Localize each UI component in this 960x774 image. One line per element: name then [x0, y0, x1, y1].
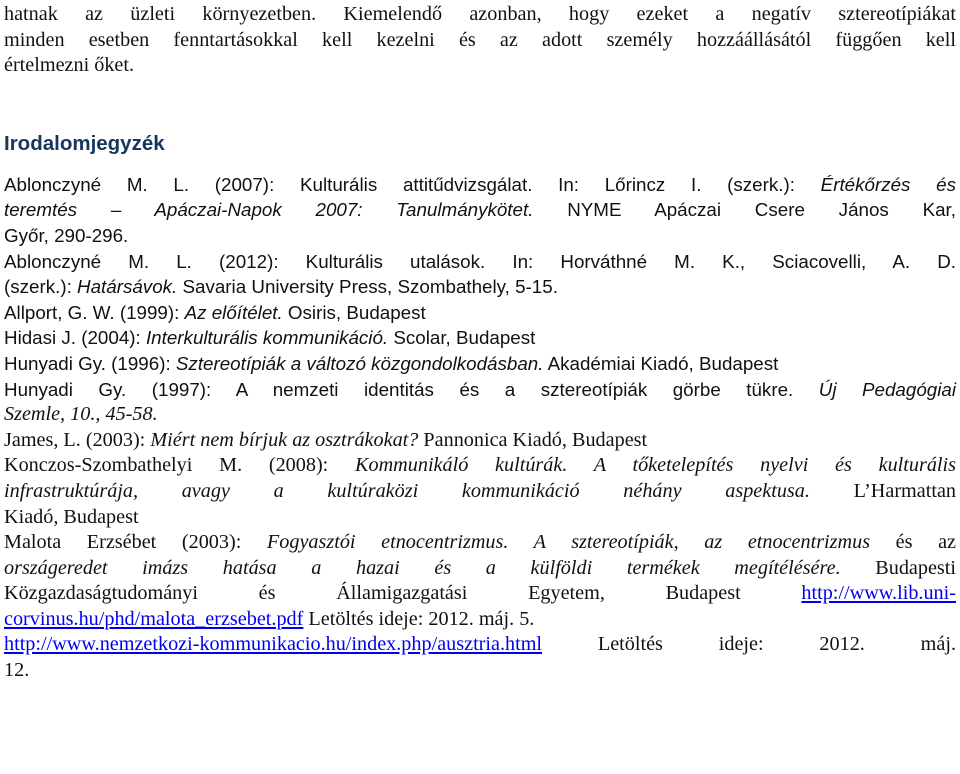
ref-text: Ablonczyné M. L. (2007): Kulturális attitűdvizsgálat. In: Lőrincz I. (szerk.):: [4, 173, 821, 195]
bibliography-heading: Irodalomjegyzék: [4, 131, 165, 155]
reference-item: [4, 325, 956, 351]
intro-line-1: hatnak az üzleti környezetben. Kiemelendő azonban, hogy ezeket a negatív sztereotípiákat: [4, 3, 956, 25]
ref-text: Malota Erzsébet (2003):: [4, 531, 267, 554]
ref-text: (szerk.):: [4, 276, 78, 298]
malota-pdf-link-continued[interactable]: corvinus.hu/phd/malota_erzsebet.pdf: [4, 607, 304, 630]
reference-item: [4, 428, 956, 454]
ref-text: Konczos-Szombathelyi M. (2008):: [4, 454, 356, 477]
ref-text: Letöltés ideje: 2012. máj.: [542, 633, 956, 656]
ref-text: Pannonica Kiadó, Budapest: [418, 428, 648, 451]
ref-text: Allport, G. W. (1999):: [4, 301, 185, 323]
ref-text: Scolar, Budapest: [388, 327, 536, 349]
reference-item: [4, 172, 956, 249]
ref-text: 12.: [4, 659, 30, 682]
ref-text: Közgazdaságtudományi és Államigazgatási Egyetem, Budapest: [4, 582, 802, 605]
reference-item: [4, 249, 956, 300]
intro-line-3: értelmezni őket.: [4, 54, 135, 77]
ref-title: teremtés – Apáczai-Napok 2007: Tanulmánykötet.: [4, 199, 534, 221]
ref-text: Hunyadi Gy. (1997): A nemzeti identitás és a sztereotípiák görbe tükre.: [4, 378, 819, 400]
ref-title: Interkulturális kommunikáció.: [145, 327, 389, 349]
reference-item: [4, 351, 956, 377]
ref-title: Szemle, 10., 45-58.: [4, 403, 158, 426]
ref-text: Hunyadi Gy. (1996):: [4, 352, 176, 374]
ref-title: Fogyasztói etnocentrizmus. A sztereotípiák, az etnocentrizmus: [266, 531, 871, 554]
ref-title: országeredet imázs hatása a hazai és a külföldi termékek megítélésére.: [4, 556, 841, 579]
document-page: [4, 0, 956, 684]
ref-title: Sztereotípiák a változó közgondolkodásban.: [175, 352, 544, 374]
ref-title: Az előítélet.: [184, 301, 283, 323]
ref-text: Hidasi J. (2004):: [4, 327, 146, 349]
ref-text: Letöltés ideje: 2012. máj. 5.: [303, 607, 535, 630]
ref-text: Savaria University Press, Szombathely, 5-15.: [177, 276, 558, 298]
ref-text: James, L. (2003):: [4, 428, 151, 451]
intro-line-2: minden esetben fenntartásokkal kell kezelni és az adott személy hozzáállásától függően kell: [4, 28, 956, 51]
bibliography-list: [4, 172, 956, 684]
ref-text: Budapesti: [840, 556, 956, 579]
ref-title: Kommunikáló kultúrák. A tőketelepítés nyelvi és kulturális: [355, 454, 957, 477]
ref-text: Osiris, Budapest: [282, 301, 426, 323]
ausztria-page-link[interactable]: http://www.nemzetkozi-kommunikacio.hu/index.php/ausztria.html: [4, 633, 543, 656]
malota-pdf-link[interactable]: http://www.lib.uni-: [801, 582, 956, 605]
ref-title: infrastruktúrája, avagy a kultúraközi kommunikáció néhány aspektusa.: [4, 479, 810, 502]
ref-title: Új Pedagógiai: [818, 378, 956, 400]
reference-item: [4, 453, 956, 530]
ref-text: L’Harmattan: [809, 479, 956, 502]
ref-text: Akadémiai Kiadó, Budapest: [543, 352, 779, 374]
ref-title: Miért nem bírjuk az osztrákokat?: [150, 428, 419, 451]
ref-title: Határsávok.: [77, 276, 178, 298]
ref-text: Kiadó, Budapest: [4, 505, 139, 528]
intro-paragraph: [4, 2, 956, 79]
ref-text: és az: [870, 531, 956, 554]
ref-text: Ablonczyné M. L. (2012): Kulturális utalások. In: Horváthné M. K., Sciacovelli, A. D.: [4, 250, 956, 272]
reference-item: [4, 530, 956, 632]
reference-item: [4, 300, 956, 326]
ref-text: Győr, 290-296.: [4, 224, 129, 246]
reference-item: [4, 632, 956, 683]
ref-text: NYME Apáczai Csere János Kar,: [533, 199, 956, 221]
reference-item: [4, 377, 956, 428]
ref-title: Értékőrzés és: [820, 173, 956, 195]
